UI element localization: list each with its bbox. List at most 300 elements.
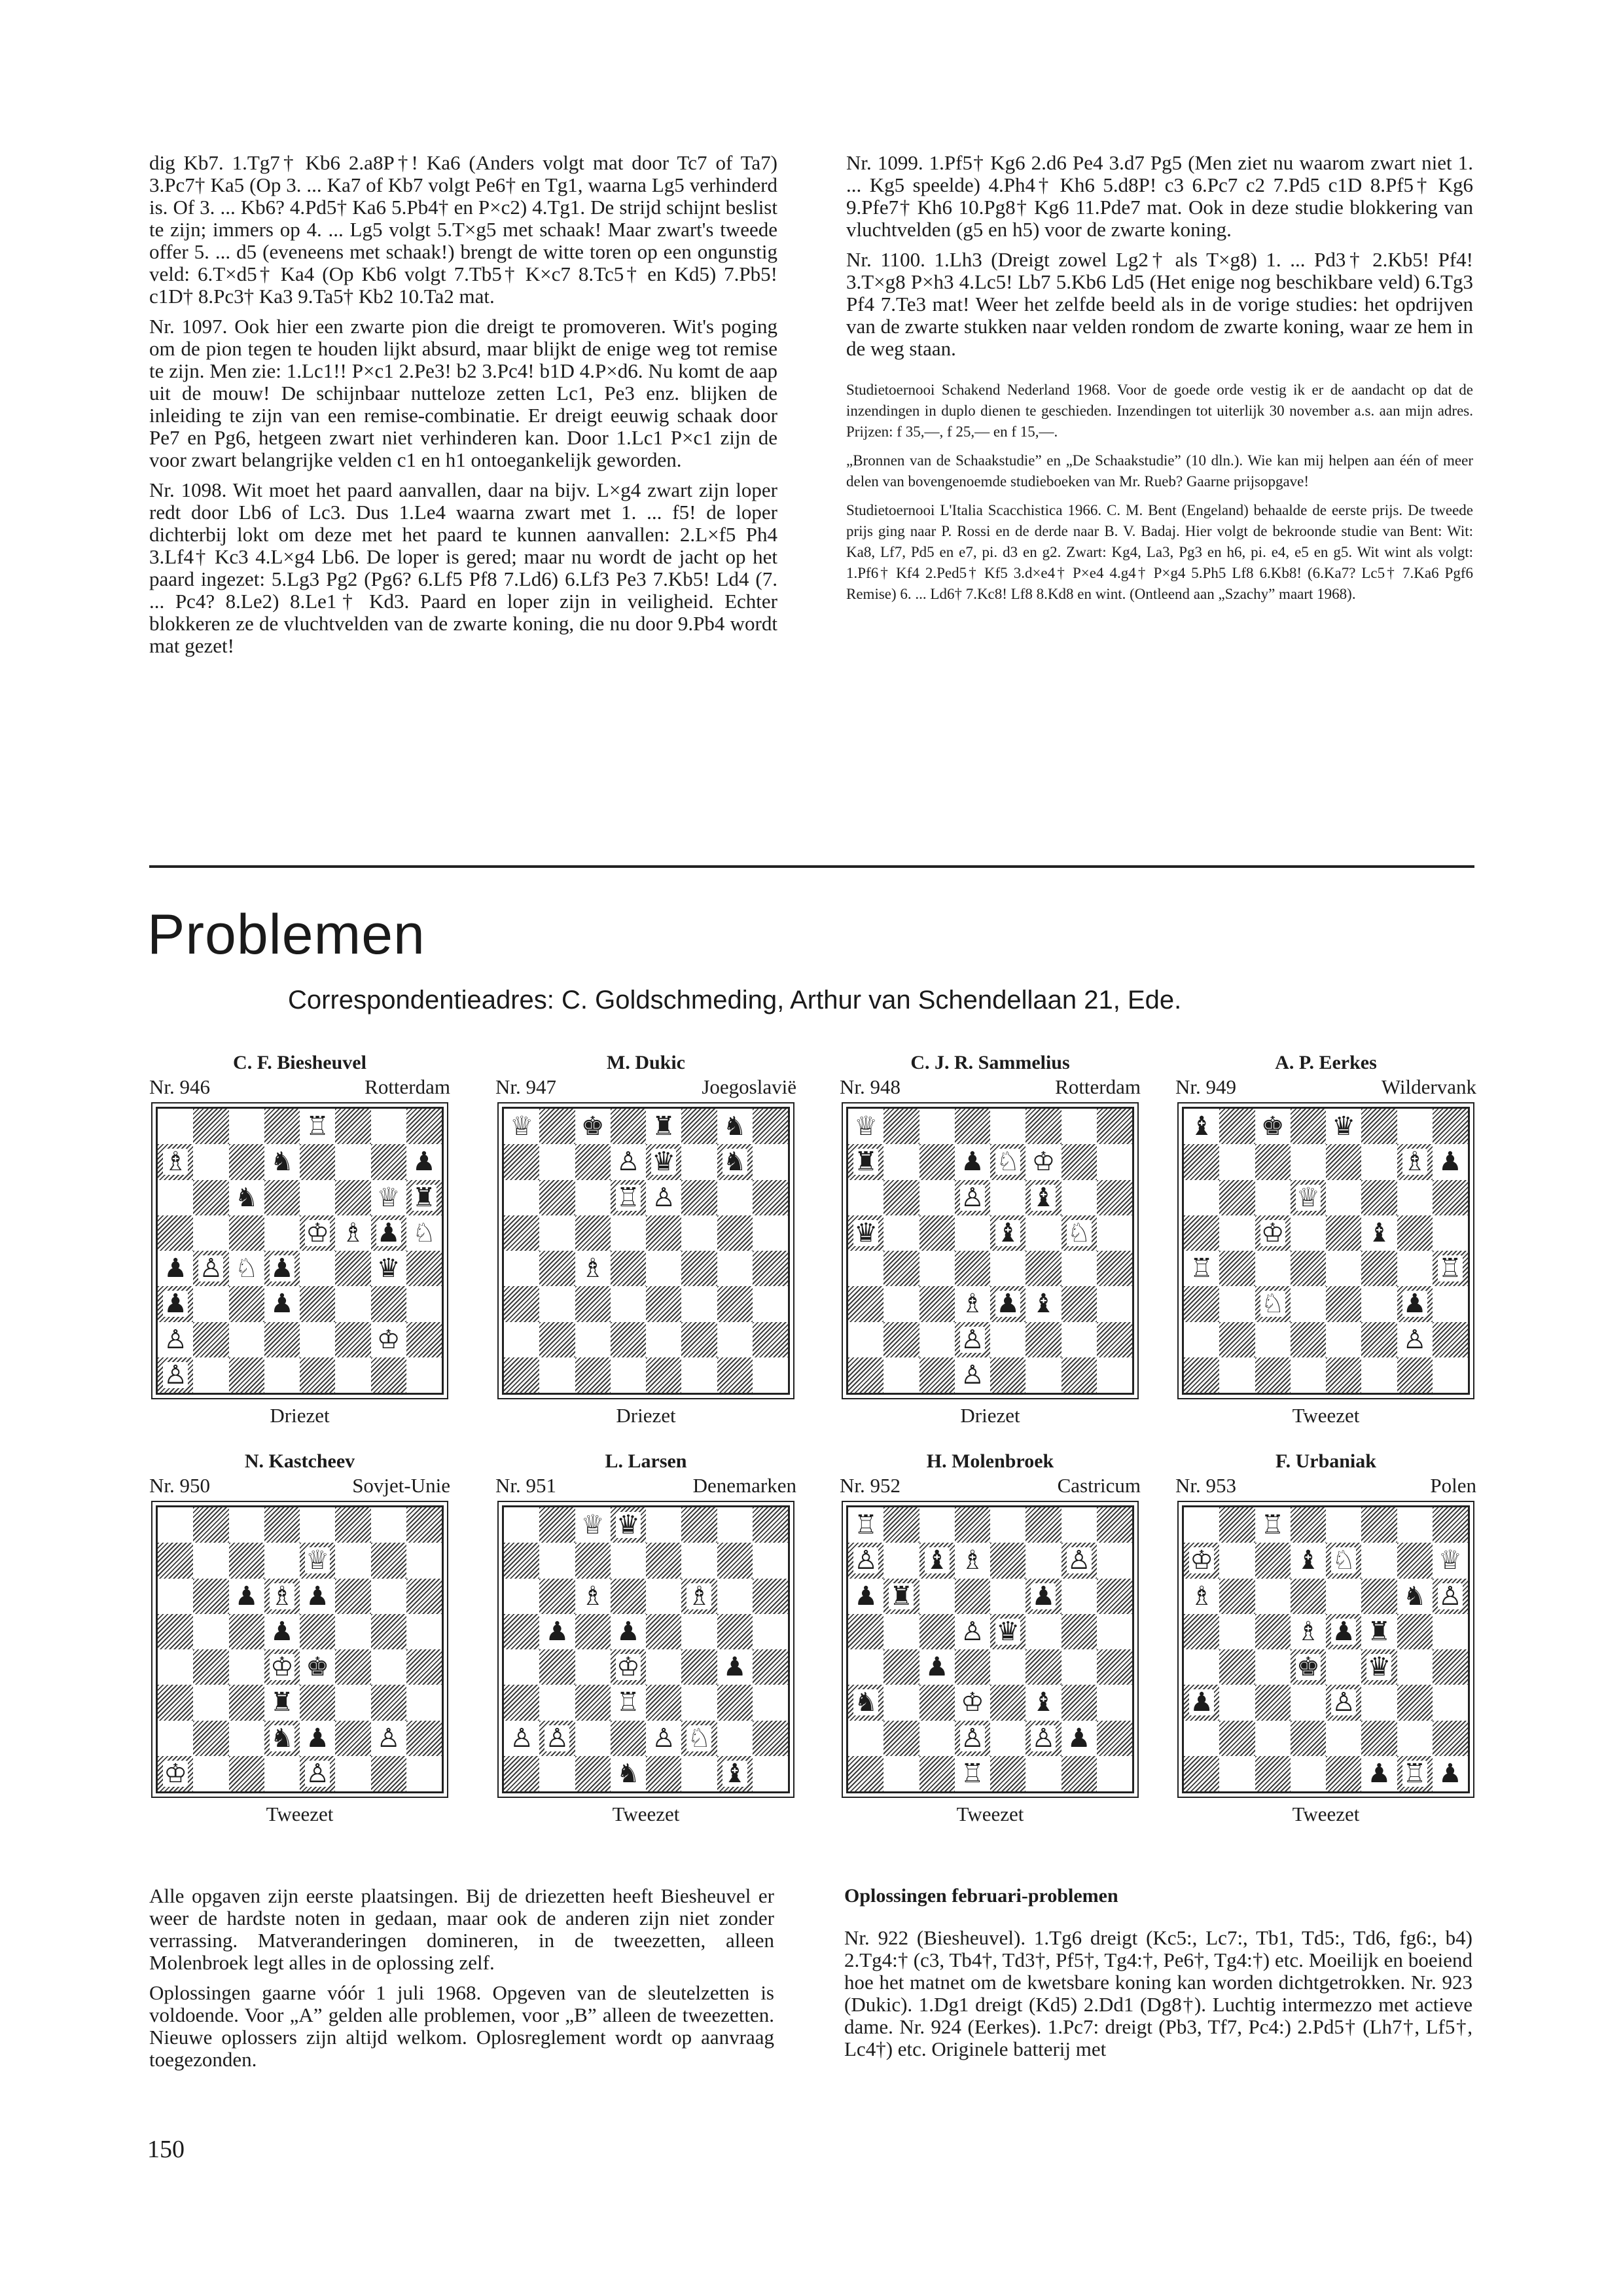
board-square xyxy=(1026,1144,1061,1179)
black-queen-icon: ♛ xyxy=(616,1510,640,1541)
board-square xyxy=(717,1614,753,1649)
board-square xyxy=(371,1756,406,1791)
white-bishop-icon: ♗ xyxy=(580,1581,605,1611)
board-square xyxy=(1433,1721,1468,1756)
problem-diagram xyxy=(840,1052,1141,1429)
board-square xyxy=(1255,1507,1291,1543)
board-square xyxy=(681,1286,717,1321)
board-square xyxy=(229,1685,264,1720)
board-square xyxy=(1026,1543,1061,1578)
board-square xyxy=(229,1286,264,1321)
board-square xyxy=(1291,1109,1326,1144)
white-pawn-icon: ♙ xyxy=(1332,1687,1356,1718)
board-square xyxy=(611,1507,646,1543)
board-square xyxy=(848,1322,883,1357)
composer: C. J. R. Sammelius xyxy=(910,1052,1070,1073)
board-square xyxy=(883,1109,919,1144)
board-square xyxy=(158,1543,193,1578)
paragraph: Nr. 1099. 1.Pf5† Kg6 2.d6 Pe4 3.d7 Pg5 (Men ziet nu waarom zwart niet 1. ... Kg5 speelde) 4.Ph4† Kh6 5.d8P! c3 6.Pc7 c2 7.Pd5 c1D 8.Pf5† Kg6 9.Pfe7† Kh6 10.Pg8† Kg6 11.Pde7 mat. Ook in deze studie blokkering van vluchtvelden (g5 en h5) voor de zwarte koning. xyxy=(846,151,1473,241)
board-square xyxy=(371,1109,406,1144)
board-square xyxy=(1184,1507,1219,1543)
board-square xyxy=(1397,1579,1433,1614)
board-square xyxy=(611,1685,646,1720)
board-square xyxy=(1219,1286,1255,1321)
chess-board xyxy=(1182,1107,1470,1395)
board-square xyxy=(646,1109,681,1144)
white-king-icon: ♔ xyxy=(1031,1147,1056,1177)
problem-diagram xyxy=(840,1450,1141,1827)
paragraph: Alle opgaven zijn eerste plaatsingen. Bij de driezetten heeft Biesheuvel er weer de hardste noten in gedaan, maar ook de anderen zijn niet zonder verrassing. Matveranderingen domineren, in de tweezetten, alleen Molenbroek legt alles in de oplossing zelf. xyxy=(149,1884,774,1974)
board-square xyxy=(717,1507,753,1543)
white-rook-icon: ♖ xyxy=(616,1182,640,1213)
board-square xyxy=(1397,1144,1433,1179)
white-rook-icon: ♖ xyxy=(1260,1510,1285,1541)
board-square xyxy=(611,1322,646,1357)
board-square xyxy=(264,1180,300,1215)
board-square xyxy=(848,1579,883,1614)
board-square xyxy=(681,1215,717,1251)
board-square xyxy=(753,1322,788,1357)
white-bishop-icon: ♗ xyxy=(687,1581,711,1611)
board-square xyxy=(717,1322,753,1357)
problem-number: Nr. 948 xyxy=(840,1075,901,1098)
board-square xyxy=(753,1756,788,1791)
board-square xyxy=(753,1215,788,1251)
board-square xyxy=(955,1357,990,1393)
bottom-right-column xyxy=(844,1885,1472,2068)
board-square xyxy=(1291,1614,1326,1649)
board-square xyxy=(1433,1286,1468,1321)
board-square xyxy=(1184,1756,1219,1791)
black-pawn-icon: ♟ xyxy=(996,1289,1020,1319)
black-queen-icon: ♛ xyxy=(1332,1111,1356,1142)
board-square xyxy=(955,1756,990,1791)
white-pawn-icon: ♙ xyxy=(545,1723,569,1753)
board-square xyxy=(504,1251,539,1286)
paragraph: Nr. 1098. Wit moet het paard aanvallen, daar na bijv. L×g4 zwart zijn loper redt door Lb6 of Lc3. Dus 1.Le4 waarna zwart met 1. ... f5! de loper dichterbij lokt om deze met het paard te kunnen aanvallen: 2.L×f5 Ph4 3.Lf4† Kc3 4.L×g4 Lb6. De loper is gered; maar nu wordt de jacht op het paard ingezet: 5.Lg3 Pg2 (Pg6? 6.Lf5 Pf8 7.Ld6) 6.Lf3 Pe3 7.Kb5! Ld4 (7. ... Pc4? 8.Le2) 8.Le1† Kd3. Paard en loper zijn in veiligheid. Echter blokkeren ze de vluchtvelden van de zwarte koning, die nu door 9.Pb4 wordt mat gezet! xyxy=(149,478,777,657)
board-square xyxy=(883,1144,919,1179)
board-square xyxy=(919,1649,955,1685)
board-square xyxy=(1255,1721,1291,1756)
board-square xyxy=(990,1286,1026,1321)
board-square xyxy=(193,1215,228,1251)
board-square xyxy=(575,1322,611,1357)
board-square xyxy=(300,1215,335,1251)
board-square xyxy=(575,1507,611,1543)
board-square xyxy=(406,1721,442,1756)
board-square xyxy=(300,1756,335,1791)
problem-diagram xyxy=(1175,1450,1476,1827)
white-bishop-icon: ♗ xyxy=(1402,1147,1427,1177)
board-square xyxy=(1255,1144,1291,1179)
white-pawn-icon: ♙ xyxy=(376,1723,401,1753)
white-bishop-icon: ♗ xyxy=(960,1545,984,1576)
board-square xyxy=(1061,1721,1097,1756)
board-square xyxy=(158,1507,193,1543)
black-knight-icon: ♞ xyxy=(854,1687,878,1718)
stipulation: Driezet xyxy=(616,1404,676,1427)
white-pawn-icon: ♙ xyxy=(1031,1723,1056,1753)
board-square xyxy=(1397,1357,1433,1393)
white-pawn-icon: ♙ xyxy=(1402,1324,1427,1355)
white-knight-icon: ♘ xyxy=(1067,1217,1091,1248)
board-square xyxy=(717,1579,753,1614)
board-square xyxy=(1026,1109,1061,1144)
board-square xyxy=(681,1251,717,1286)
board-square xyxy=(848,1180,883,1215)
board-square xyxy=(193,1322,228,1357)
board-square xyxy=(504,1543,539,1578)
black-bishop-icon: ♝ xyxy=(925,1545,949,1576)
board-square xyxy=(1397,1721,1433,1756)
board-square xyxy=(753,1649,788,1685)
board-square xyxy=(1361,1144,1397,1179)
board-square xyxy=(717,1109,753,1144)
board-square xyxy=(681,1180,717,1215)
white-king-icon: ♔ xyxy=(960,1687,984,1718)
board-square xyxy=(1026,1614,1061,1649)
board-square xyxy=(504,1357,539,1393)
black-bishop-icon: ♝ xyxy=(1190,1111,1214,1142)
board-square xyxy=(611,1543,646,1578)
board-square xyxy=(883,1322,919,1357)
black-pawn-icon: ♟ xyxy=(616,1616,640,1647)
composer: M. Dukic xyxy=(607,1052,685,1073)
chess-board xyxy=(846,1107,1134,1395)
black-pawn-icon: ♟ xyxy=(306,1581,330,1611)
problem-place: Denemarken xyxy=(692,1474,796,1497)
board-square xyxy=(990,1579,1026,1614)
board-square xyxy=(883,1721,919,1756)
board-square xyxy=(575,1756,611,1791)
board-square xyxy=(158,1322,193,1357)
black-rook-icon: ♜ xyxy=(889,1581,914,1611)
board-square xyxy=(1255,1357,1291,1393)
white-pawn-icon: ♙ xyxy=(164,1359,188,1390)
board-square xyxy=(406,1251,442,1286)
board-square xyxy=(1291,1756,1326,1791)
black-pawn-icon: ♟ xyxy=(164,1289,188,1319)
chess-board xyxy=(156,1505,444,1793)
board-square xyxy=(1219,1649,1255,1685)
board-square xyxy=(229,1322,264,1357)
stipulation: Tweezet xyxy=(956,1803,1024,1825)
board-square xyxy=(753,1180,788,1215)
board-square xyxy=(504,1322,539,1357)
board-square xyxy=(539,1357,575,1393)
board-square xyxy=(504,1614,539,1649)
board-square xyxy=(193,1685,228,1720)
board-square xyxy=(575,1543,611,1578)
problem-place: Castricum xyxy=(1057,1474,1141,1497)
board-square xyxy=(1326,1721,1361,1756)
board-square xyxy=(1361,1357,1397,1393)
board-square xyxy=(504,1649,539,1685)
problem-number: Nr. 947 xyxy=(495,1075,556,1098)
top-left-column xyxy=(149,152,777,665)
board-square xyxy=(1184,1357,1219,1393)
board-square xyxy=(646,1649,681,1685)
board-square xyxy=(753,1721,788,1756)
board-square xyxy=(264,1649,300,1685)
board-square xyxy=(371,1322,406,1357)
board-square xyxy=(611,1614,646,1649)
black-knight-icon: ♞ xyxy=(234,1182,259,1213)
board-square xyxy=(883,1649,919,1685)
board-square xyxy=(539,1109,575,1144)
board-square xyxy=(1097,1215,1132,1251)
board-square xyxy=(681,1322,717,1357)
board-square xyxy=(681,1649,717,1685)
board-square xyxy=(1433,1685,1468,1720)
board-square xyxy=(371,1721,406,1756)
board-square xyxy=(1326,1322,1361,1357)
board-square xyxy=(1433,1507,1468,1543)
board-square xyxy=(193,1614,228,1649)
board-square xyxy=(504,1756,539,1791)
board-square xyxy=(406,1649,442,1685)
board-square xyxy=(1184,1322,1219,1357)
board-square xyxy=(539,1251,575,1286)
black-bishop-icon: ♝ xyxy=(1031,1182,1056,1213)
board-square xyxy=(919,1322,955,1357)
board-square xyxy=(406,1614,442,1649)
board-square xyxy=(158,1649,193,1685)
black-pawn-icon: ♟ xyxy=(960,1147,984,1177)
paragraph: Nr. 1100. 1.Lh3 (Dreigt zowel Lg2† als T×g8) 1. ... Pd3† 2.Kb5! Pf4! 3.T×g8 P×h3 4.Lc5! Lb7 5.Kb6 Ld5 (Het enige nog beschikbare veld) 6.Tg3 Pf4 7.Te3 mat! Weer het zelfde beeld als in de vorige studies: het opdrijven van de zwarte stukken naar velden rondom de zwarte koning, waar ze hem in de weg staan. xyxy=(846,248,1473,360)
black-pawn-icon: ♟ xyxy=(164,1253,188,1284)
problem-number: Nr. 952 xyxy=(840,1474,901,1497)
board-square xyxy=(264,1144,300,1179)
board-square xyxy=(1219,1251,1255,1286)
white-king-icon: ♔ xyxy=(376,1324,401,1355)
board-square xyxy=(264,1322,300,1357)
board-square xyxy=(229,1180,264,1215)
board-square xyxy=(717,1251,753,1286)
board-square xyxy=(1061,1507,1097,1543)
board-square xyxy=(1061,1286,1097,1321)
white-bishop-icon: ♗ xyxy=(580,1253,605,1284)
board-square xyxy=(504,1579,539,1614)
board-square xyxy=(335,1109,370,1144)
board-square xyxy=(919,1579,955,1614)
white-pawn-icon: ♙ xyxy=(616,1147,640,1177)
board-square xyxy=(611,1180,646,1215)
white-rook-icon: ♖ xyxy=(854,1510,878,1541)
board-square xyxy=(883,1251,919,1286)
black-rook-icon: ♜ xyxy=(1367,1616,1391,1647)
white-rook-icon: ♖ xyxy=(1438,1253,1462,1284)
board-square xyxy=(371,1579,406,1614)
problem-place: Rotterdam xyxy=(365,1075,450,1098)
board-square xyxy=(1361,1756,1397,1791)
board-square xyxy=(717,1543,753,1578)
board-square xyxy=(371,1215,406,1251)
board-square xyxy=(1433,1756,1468,1791)
board-square xyxy=(406,1109,442,1144)
board-square xyxy=(919,1543,955,1578)
board-square xyxy=(539,1144,575,1179)
board-square xyxy=(406,1507,442,1543)
board-square xyxy=(1026,1322,1061,1357)
board-square xyxy=(264,1109,300,1144)
board-square xyxy=(681,1507,717,1543)
white-rook-icon: ♖ xyxy=(1190,1253,1214,1284)
white-queen-icon: ♕ xyxy=(510,1111,534,1142)
board-square xyxy=(1061,1649,1097,1685)
board-square xyxy=(848,1614,883,1649)
board-square xyxy=(1291,1215,1326,1251)
board-square xyxy=(681,1685,717,1720)
black-pawn-icon: ♟ xyxy=(545,1616,569,1647)
board-square xyxy=(883,1357,919,1393)
board-square xyxy=(1255,1756,1291,1791)
board-square xyxy=(1219,1756,1255,1791)
board-square xyxy=(611,1357,646,1393)
board-square xyxy=(300,1357,335,1393)
board-square xyxy=(1097,1721,1132,1756)
board-square xyxy=(575,1721,611,1756)
board-square xyxy=(1397,1507,1433,1543)
board-square xyxy=(990,1322,1026,1357)
board-square xyxy=(575,1251,611,1286)
board-square xyxy=(646,1180,681,1215)
board-square xyxy=(158,1286,193,1321)
stipulation: Driezet xyxy=(270,1404,330,1427)
board-square xyxy=(575,1215,611,1251)
board-square xyxy=(1397,1251,1433,1286)
board-square xyxy=(504,1180,539,1215)
board-square xyxy=(1255,1579,1291,1614)
board-square xyxy=(193,1543,228,1578)
board-square xyxy=(990,1251,1026,1286)
board-square xyxy=(264,1756,300,1791)
board-square xyxy=(1061,1144,1097,1179)
white-rook-icon: ♖ xyxy=(616,1687,640,1718)
black-queen-icon: ♛ xyxy=(1367,1652,1391,1683)
board-square xyxy=(1219,1144,1255,1179)
board-square xyxy=(848,1357,883,1393)
board-square xyxy=(717,1144,753,1179)
board-square xyxy=(1184,1251,1219,1286)
problem-diagram xyxy=(1175,1052,1476,1429)
board-square xyxy=(990,1721,1026,1756)
stipulation: Tweezet xyxy=(266,1803,334,1825)
board-square xyxy=(990,1180,1026,1215)
white-queen-icon: ♕ xyxy=(1296,1182,1320,1213)
board-square xyxy=(883,1579,919,1614)
board-square xyxy=(1184,1579,1219,1614)
board-square xyxy=(717,1649,753,1685)
board-square xyxy=(1255,1251,1291,1286)
board-square xyxy=(335,1543,370,1578)
composer: L. Larsen xyxy=(605,1450,687,1472)
board-square xyxy=(753,1614,788,1649)
section-title: Problemen xyxy=(147,903,425,966)
black-pawn-icon: ♟ xyxy=(1332,1616,1356,1647)
composer: C. F. Biesheuvel xyxy=(233,1052,366,1073)
board-square xyxy=(646,1322,681,1357)
board-square xyxy=(335,1685,370,1720)
white-bishop-icon: ♗ xyxy=(1296,1616,1320,1647)
board-square xyxy=(575,1685,611,1720)
board-square xyxy=(1326,1579,1361,1614)
board-square xyxy=(1361,1215,1397,1251)
board-square xyxy=(611,1649,646,1685)
board-square xyxy=(1026,1756,1061,1791)
board-square xyxy=(848,1251,883,1286)
board-square xyxy=(955,1685,990,1720)
white-knight-icon: ♘ xyxy=(234,1253,259,1284)
notice: Studietoernooi L'Italia Scacchistica 1966. C. M. Bent (Engeland) behaalde de eerste prijs. De tweede prijs ging naar P. Rossi en de derde naar B. V. Badaj. Hier volgt de bekroonde studie van Bent: Wit: Ka8, Lf7, Pd5 en e7, pi. d3 en g2. Zwart: Kg4, La3, Pg3 en h6, pi. e4, e5 en g5. Wit wint als volgt: 1.Pf6† Kf4 2.Ped5† Kf5 3.d×e4† P×e4 4.g4† P×g4 5.Ph5 Lf8 6.Kb8! (6.Ka7? Lc5† 7.Ka6 Pgf6 Remise) 6. ... Ld6† 7.Kc8! Lf8 8.Kd8 en wint. (Ontleend aan „Szachy” maart 1968). xyxy=(846,502,1473,602)
board-square xyxy=(575,1144,611,1179)
board-square xyxy=(1255,1180,1291,1215)
black-rook-icon: ♜ xyxy=(412,1182,436,1213)
chess-board xyxy=(502,1505,790,1793)
board-square xyxy=(1061,1322,1097,1357)
board-square xyxy=(229,1357,264,1393)
white-pawn-icon: ♙ xyxy=(960,1182,984,1213)
board-square xyxy=(1361,1721,1397,1756)
board-square xyxy=(681,1357,717,1393)
black-pawn-icon: ♟ xyxy=(1438,1147,1462,1177)
board-square xyxy=(539,1756,575,1791)
board-square xyxy=(1097,1109,1132,1144)
board-square xyxy=(575,1579,611,1614)
board-square xyxy=(1433,1109,1468,1144)
white-bishop-icon: ♗ xyxy=(960,1289,984,1319)
board-square xyxy=(919,1721,955,1756)
board-square xyxy=(1097,1357,1132,1393)
board-square xyxy=(335,1357,370,1393)
board-square xyxy=(848,1721,883,1756)
board-square xyxy=(1397,1215,1433,1251)
board-square xyxy=(193,1721,228,1756)
white-pawn-icon: ♙ xyxy=(960,1616,984,1647)
solutions-heading: Oplossingen februari-problemen xyxy=(844,1885,1118,1907)
black-pawn-icon: ♟ xyxy=(1190,1687,1214,1718)
black-pawn-icon: ♟ xyxy=(306,1723,330,1753)
board-square xyxy=(1026,1357,1061,1393)
white-rook-icon: ♖ xyxy=(960,1758,984,1789)
board-square xyxy=(264,1215,300,1251)
white-bishop-icon: ♗ xyxy=(1190,1581,1214,1611)
board-square xyxy=(848,1144,883,1179)
board-square xyxy=(1397,1543,1433,1578)
problem-number: Nr. 953 xyxy=(1175,1474,1236,1497)
board-square xyxy=(371,1685,406,1720)
board-square xyxy=(229,1251,264,1286)
board-square xyxy=(264,1579,300,1614)
black-pawn-icon: ♟ xyxy=(1367,1758,1391,1789)
black-queen-icon: ♛ xyxy=(996,1616,1020,1647)
black-king-icon: ♚ xyxy=(1260,1111,1285,1142)
board-square xyxy=(681,1144,717,1179)
board-square xyxy=(575,1180,611,1215)
board-square xyxy=(1097,1614,1132,1649)
board-square xyxy=(371,1357,406,1393)
board-square xyxy=(335,1322,370,1357)
board-square xyxy=(1026,1721,1061,1756)
board-square xyxy=(539,1543,575,1578)
board-square xyxy=(681,1614,717,1649)
stipulation: Tweezet xyxy=(1292,1803,1360,1825)
board-square xyxy=(681,1721,717,1756)
black-queen-icon: ♛ xyxy=(854,1217,878,1248)
board-square xyxy=(539,1685,575,1720)
board-square xyxy=(955,1286,990,1321)
board-square xyxy=(504,1144,539,1179)
